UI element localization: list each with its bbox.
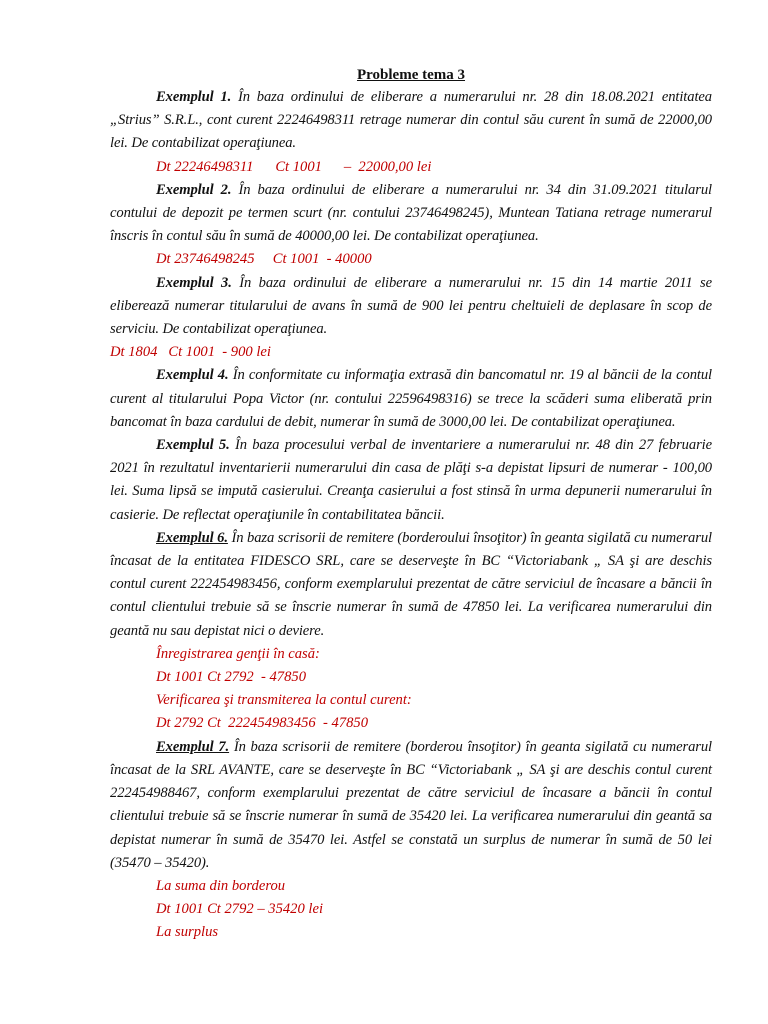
- page-title: Probleme tema 3: [356, 67, 466, 83]
- example-1: [110, 86, 712, 156]
- example-7-entry: Dt 1001 Ct 2792 – 35420 lei: [156, 901, 324, 918]
- example-7-text: În baza scrisorii de remitere (borderou însoţitor) în geanta sigilată cu numerarul încasat de la SRL AVANTE, care se deserveşte în BC “Victoriabank „ SA şi are deschis contul curent 222454988467, conform exemplarului prezentat de către serviciul de încasare a băncii în contul clientului trebuie să se înscrie numerar în sumă de 35420 lei. La verificarea numerarului din geantă sa depistat numerar în sumă de 35470 lei. Astfel se constată un surplus de numerar în sumă de 50 lei (35470 – 35420).: [110, 738, 712, 871]
- example-2-label: Exemplul 2.: [156, 181, 232, 198]
- example-3-text: În baza ordinului de eliberare a numerarului nr. 15 din 14 martie 2011 se eliberează numerar titularului de avans în sumă de 900 lei pentru cheltuieli de deplasare în scop de serviciu. De contabilizat operaţiunea.: [110, 274, 712, 338]
- example-1-text: În baza ordinului de eliberare a numerarului nr. 28 din 18.08.2021 entitatea „Strius” S.R.L., cont curent 22246498311 retrage numerar din contul său curent în sumă de 22000,00 lei. De contabilizat operaţiunea.: [110, 89, 712, 152]
- example-4-text: În conformitate cu informaţia extrasă din bancomatul nr. 19 al băncii de la contul curent al titularului Popa Victor (nr. contului 22596498316) se trece la scăderi suma eliberată prin bancomat în baza cardului de debit, numerar în sumă de 3000,00 lei. De contabilizat operaţiunea.: [110, 367, 712, 430]
- example-2-entry: Dt 23746498245 Ct 1001 - 40000: [156, 251, 372, 268]
- document-page: [110, 64, 712, 945]
- example-7-label: Exemplul 7.: [156, 738, 230, 755]
- example-6: [110, 527, 712, 643]
- example-6-label: Exemplul 6.: [156, 529, 228, 546]
- example-5: [110, 434, 712, 527]
- example-6-entry-heading: Înregistrarea genţii în casă:: [156, 645, 320, 662]
- example-4: [110, 364, 712, 434]
- example-7: [110, 736, 712, 875]
- example-1-entry: Dt 22246498311 Ct 1001 – 22000,00 lei: [156, 158, 432, 175]
- example-5-text: În baza procesului verbal de inventariere a numerarului nr. 48 din 27 februarie 2021 în rezultatul inventarierii numerarului din casa de plăţi s-a depistat lipsuri de numerar - 100,00 lei. Suma lipsă se impută casierului. Creanţa casierului a fost stinsă în urma depunerii numerarului în casierie. De reflectat operaţiunile în contabilitatea băncii.: [110, 437, 712, 523]
- example-2-text: În baza ordinului de eliberare a numerarului nr. 34 din 31.09.2021 titularul contului de depozit pe termen scurt (nr. contului 23746498245), Muntean Tatiana retrage numerarul înscris în contul său în sumă de 40000,00 lei. De contabilizat operaţiunea.: [110, 181, 712, 245]
- example-7-entry-heading: La suma din borderou: [156, 877, 286, 894]
- example-6-entry: Dt 1001 Ct 2792 - 47850: [156, 669, 306, 686]
- example-5-label: Exemplul 5.: [156, 437, 230, 454]
- example-6-text: În baza scrisorii de remitere (borderoului însoţitor) în geanta sigilată cu numerarul încasat de la entitatea FIDESCO SRL, care se deserveşte în BC “Victoriabank „ SA şi are deschis contul curent 222454983456, conform exemplarului prezentat de către serviciul de încasare a băncii în contul clientului trebuie să se înscrie numerar în sumă de 47850 lei. La verificarea numerarului din geantă nu sau depistat nici o deviere.: [110, 529, 712, 639]
- example-4-label: Exemplul 4.: [156, 367, 229, 384]
- example-2: [110, 179, 712, 249]
- example-3-entry: Dt 1804 Ct 1001 - 900 lei: [110, 344, 271, 361]
- example-6-entry-heading: Verificarea şi transmiterea la contul curent:: [156, 692, 412, 709]
- example-3-label: Exemplul 3.: [156, 274, 232, 291]
- example-6-entry: Dt 2792 Ct 222454983456 - 47850: [156, 715, 369, 732]
- example-3: [110, 272, 712, 342]
- example-1-label: Exemplul 1.: [156, 89, 232, 105]
- example-7-entry-heading: La surplus: [156, 924, 219, 941]
